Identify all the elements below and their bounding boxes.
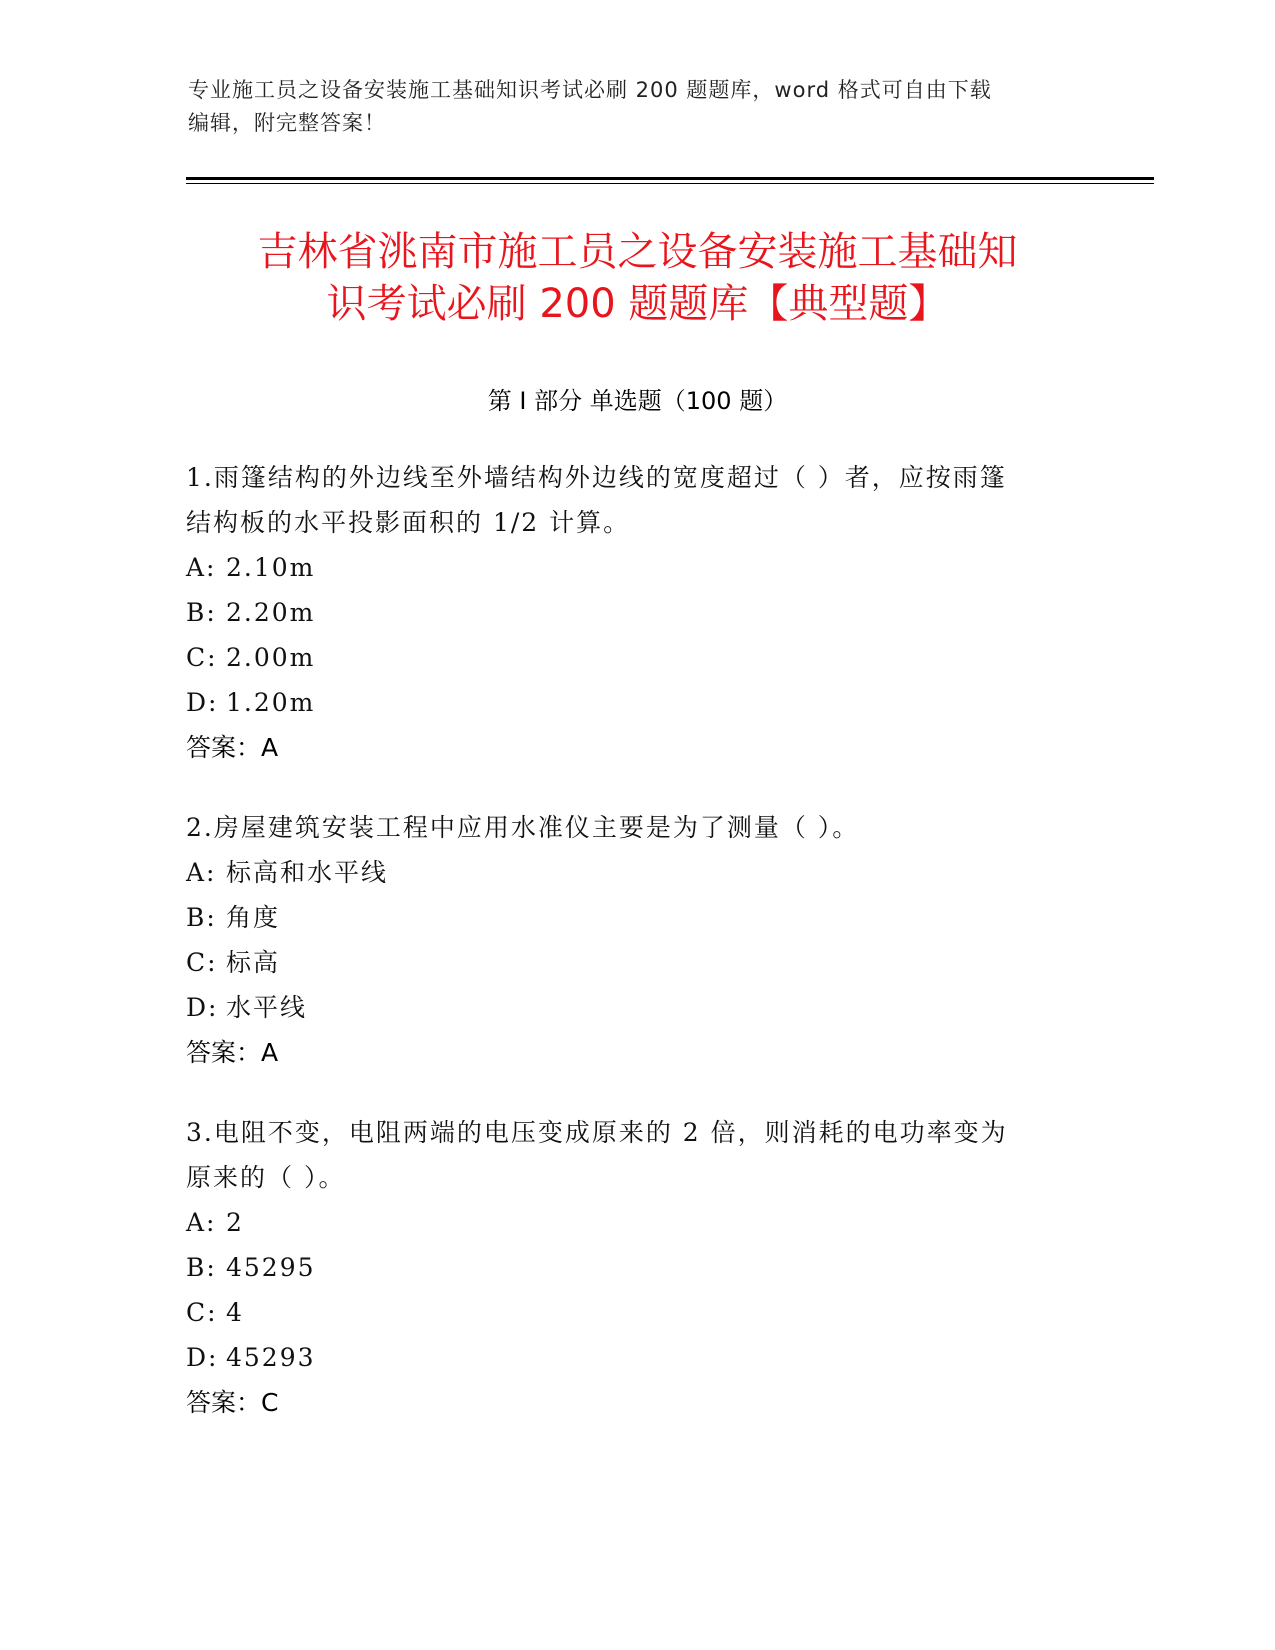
option-b — [186, 1245, 1086, 1290]
option-text: 标高 — [226, 948, 281, 977]
option-label: B: — [186, 903, 217, 932]
answer-line: 答案：C — [186, 1388, 279, 1417]
option-label: C: — [186, 948, 218, 977]
option-label: D: — [186, 1343, 219, 1372]
option-label: B: — [186, 598, 217, 627]
option-d — [186, 680, 1086, 725]
question-1 — [186, 455, 1086, 770]
document-title — [190, 226, 1085, 330]
option-text: 1.20m — [226, 688, 316, 717]
header-line-1: 专业施工员之设备安装施工基础知识考试必刷 200 题题库，word 格式可自由下载 — [188, 78, 992, 102]
option-b — [186, 590, 1086, 635]
title-line-2: 识考试必刷 200 题题库【典型题】 — [326, 281, 949, 327]
option-text: 水平线 — [226, 993, 308, 1022]
option-a — [186, 1200, 1086, 1245]
option-label: A: — [186, 1208, 217, 1237]
answer-line: 答案：A — [186, 1038, 279, 1067]
option-label: C: — [186, 643, 218, 672]
option-a — [186, 545, 1086, 590]
option-text: 2.10m — [226, 553, 316, 582]
option-d — [186, 1335, 1086, 1380]
section-heading: 第 I 部分 单选题（100 题） — [487, 387, 788, 415]
question-2 — [186, 805, 1086, 1075]
header-divider-thick — [186, 177, 1154, 180]
option-label: A: — [186, 858, 217, 887]
question-stem-line: 1.雨篷结构的外边线至外墙结构外边线的宽度超过（ ）者，应按雨篷 — [186, 463, 1007, 492]
option-text: 标高和水平线 — [226, 858, 389, 887]
question-stem-line: 结构板的水平投影面积的 1/2 计算。 — [186, 508, 631, 537]
option-d — [186, 985, 1086, 1030]
option-text: 4 — [226, 1298, 244, 1327]
option-text: 2.20m — [226, 598, 316, 627]
option-label: C: — [186, 1298, 218, 1327]
document-header — [188, 74, 1088, 140]
question-stem-line: 原来的（ ）。 — [186, 1163, 346, 1192]
option-text: 角度 — [226, 903, 281, 932]
option-label: D: — [186, 688, 219, 717]
question-3 — [186, 1110, 1086, 1425]
option-label: B: — [186, 1253, 217, 1282]
option-c — [186, 1290, 1086, 1335]
option-b — [186, 895, 1086, 940]
option-text: 45295 — [226, 1253, 316, 1282]
header-line-2: 编辑，附完整答案！ — [188, 111, 386, 135]
option-c — [186, 635, 1086, 680]
answer-line: 答案：A — [186, 733, 279, 762]
question-stem-line: 3.电阻不变，电阻两端的电压变成原来的 2 倍，则消耗的电功率变为 — [186, 1118, 1008, 1147]
option-label: D: — [186, 993, 219, 1022]
question-stem-line: 2.房屋建筑安装工程中应用水准仪主要是为了测量（ ）。 — [186, 813, 860, 842]
option-a — [186, 850, 1086, 895]
option-text: 2 — [226, 1208, 244, 1237]
header-divider-thin — [186, 183, 1154, 184]
option-label: A: — [186, 553, 217, 582]
option-text: 45293 — [226, 1343, 316, 1372]
title-line-1: 吉林省洮南市施工员之设备安装施工基础知 — [257, 229, 1018, 275]
option-text: 2.00m — [226, 643, 316, 672]
option-c — [186, 940, 1086, 985]
